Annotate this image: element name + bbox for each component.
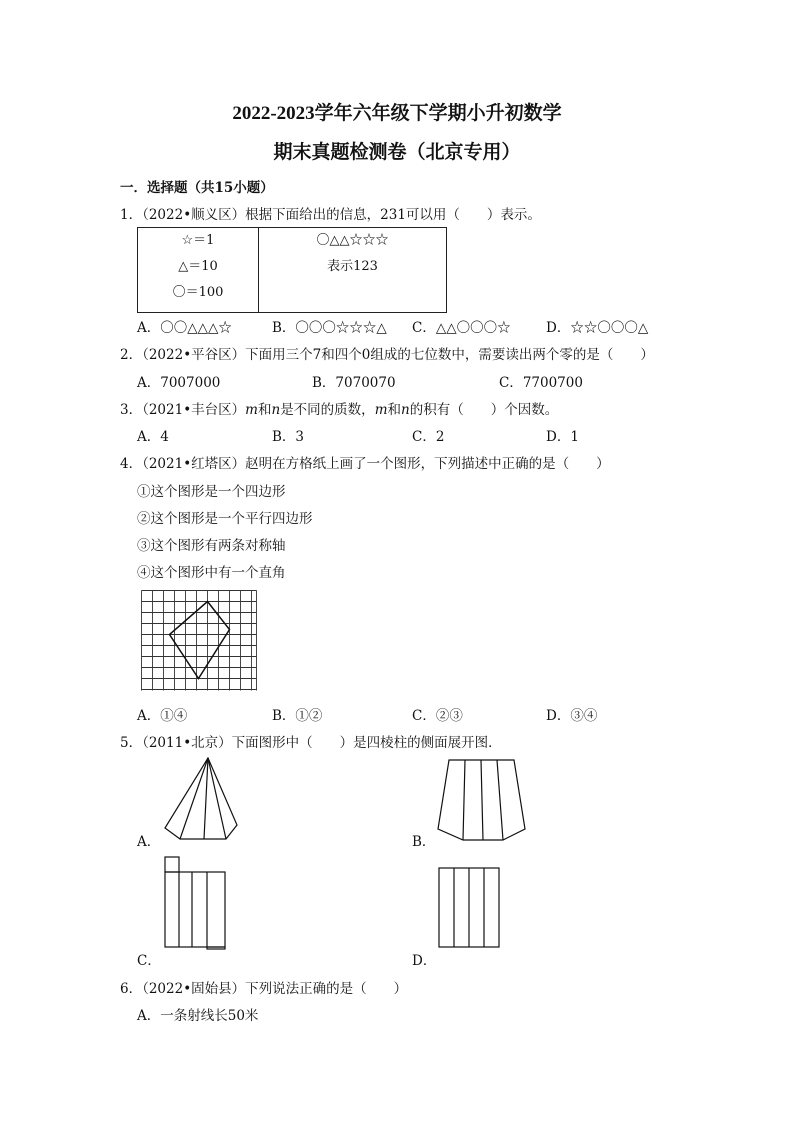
page-title: 2022-2023学年六年级下学期小升初数学	[232, 103, 562, 124]
q4-option-b: B．①②	[272, 708, 323, 724]
q4-statement-4: ④这个图形中有一个直角	[137, 565, 286, 581]
grid-kite-figure	[141, 590, 257, 691]
q4-option-d: D．③④	[546, 708, 598, 724]
q2-option-c: C．7700700	[499, 375, 583, 391]
question-6-stem: 6．（2022•固始县）下列说法正确的是（ ）	[120, 981, 408, 997]
q5-option-b: B．	[412, 834, 436, 850]
trapezoid-strips-figure	[433, 758, 533, 844]
q4-statement-3: ③这个图形有两条对称轴	[137, 538, 286, 554]
symbol-values-cell	[138, 228, 259, 313]
symbol-triangle-value: △＝10	[178, 259, 218, 274]
question-1-stem: 1．（2022•顺义区）根据下面给出的信息，231可以用（ ）表示。	[120, 207, 541, 223]
q3-option-d: D．1	[546, 429, 579, 445]
question-5-stem: 5．（2011•北京）下面图形中（ ）是四棱柱的侧面展开图．	[120, 735, 502, 751]
prism-net-figure	[162, 855, 228, 951]
q3-var-n: n	[271, 402, 281, 418]
symbol-circle-value: 〇＝100	[172, 285, 224, 300]
question-4-stem: 4．（2021•红塔区）赵明在方格纸上画了一个图形，下列描述中正确的是（ ）	[120, 456, 610, 472]
q3-option-a: A．4	[137, 429, 169, 445]
q3-option-c: C．2	[412, 429, 445, 445]
q3-option-b: B．3	[272, 429, 305, 445]
q3-stem-part-e: 的积有（ ）个因数。	[409, 402, 559, 418]
q3-stem-part-b: 和	[257, 402, 272, 418]
q1-option-d: D．☆☆〇〇〇△	[546, 320, 649, 336]
q1-option-b: B．〇〇〇☆☆☆△	[272, 320, 387, 336]
square-grid	[142, 591, 257, 691]
q3-stem-part-a: 3．（2021•丰台区）	[120, 402, 246, 418]
q3-var-m-2: m	[374, 402, 388, 418]
q2-option-b: B．7070070	[312, 375, 396, 391]
q4-option-a: A．①④	[137, 708, 188, 724]
symbol-example: 〇△△☆☆☆	[316, 233, 389, 248]
symbol-example-meaning: 表示123	[327, 259, 378, 274]
symbol-star-value: ☆＝1	[181, 233, 215, 248]
question-3-stem	[120, 398, 558, 418]
question-2-stem: 2．（2022•平谷区）下面用三个7和四个0组成的七位数中，需要读出两个零的是（ ）	[120, 347, 654, 363]
kite-shape	[170, 602, 230, 679]
q3-stem-part-c: 是不同的质数，	[280, 402, 375, 418]
section-heading: 一．选择题（共15小题）	[120, 180, 274, 196]
q4-statement-1: ①这个图形是一个四边形	[137, 484, 286, 500]
symbol-example-cell	[259, 228, 447, 313]
page-subtitle: 期末真题检测卷（北京专用）	[273, 142, 521, 163]
q1-option-a: A．〇〇△△△☆	[137, 320, 232, 336]
q5-option-d: D．	[412, 953, 437, 969]
pyramid-net-figure	[160, 755, 242, 843]
q3-var-m: m	[245, 402, 258, 418]
rectangle-strips-figure	[436, 866, 502, 949]
q6-option-a: A．一条射线长50米	[137, 1008, 259, 1024]
q3-stem-part-d: 和	[387, 402, 401, 418]
q2-option-a: A．7007000	[137, 375, 221, 391]
q3-var-n-2: n	[401, 402, 410, 418]
q5-option-a: A．	[137, 834, 161, 850]
q1-option-c: C．△△〇〇〇☆	[412, 320, 511, 336]
symbol-info-table	[137, 227, 447, 313]
q4-option-c: C．②③	[412, 708, 463, 724]
q4-statement-2: ②这个图形是一个平行四边形	[137, 511, 313, 527]
q5-option-c: C．	[137, 953, 161, 969]
